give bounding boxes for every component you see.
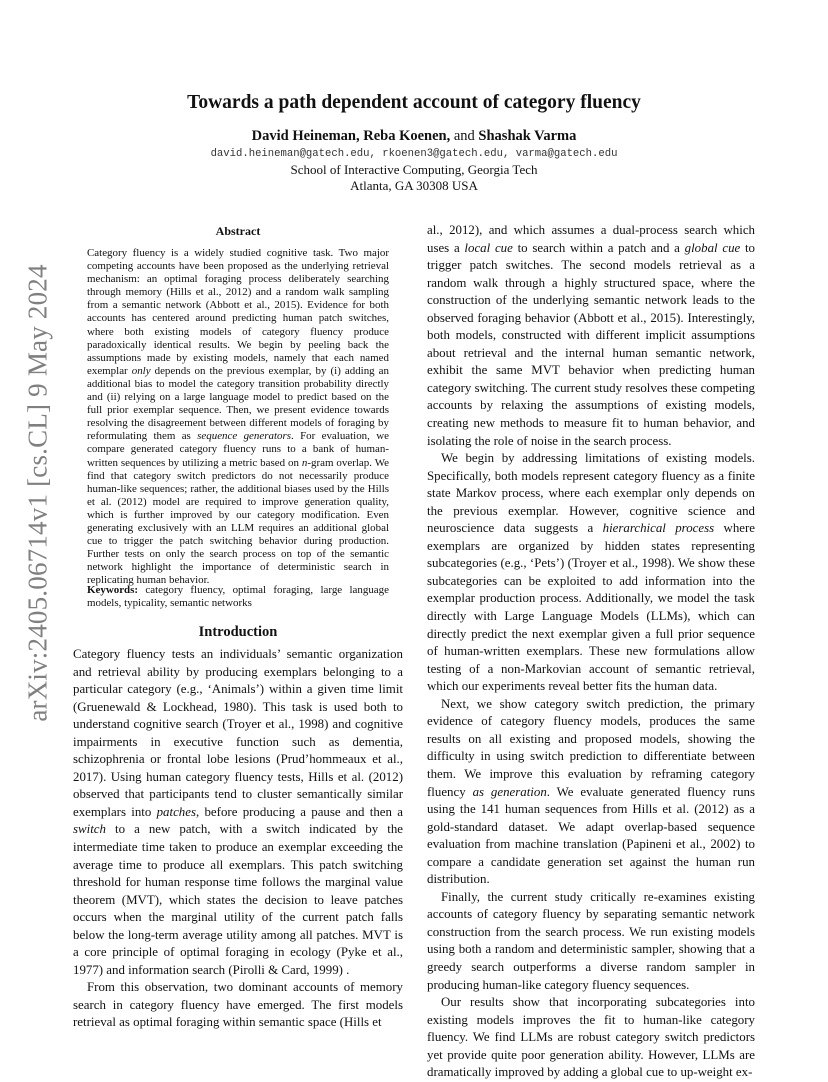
author-line: [0, 128, 828, 145]
intro-p3-text-b: where exemplars are organized by hidden states representing subcategories (e.g., ‘Pets’) (Troyer et al., 1998). We show these subcategories can be exploited to add information into the exemplar production process. Additionally, we model the task directly with Large Language Models (LLMs), which can directly predict the next exemplar given a full prior sequence of human-written exemplars. These new formulations allow testing of a non-Markovian account of semantic retrieval, which our experiments reveal better fits the human data.: [427, 521, 755, 694]
intro-p3-text-a: We begin by addressing limitations of existing models. Specifically, both models represent category fluency as a finite state Markov process, where each exemplar only depends on the previous exemplar. However, cognitive science and neuroscience data suggests a: [427, 451, 755, 536]
intro-paragraph-4: [427, 696, 755, 889]
affiliation-line-2: Atlanta, GA 30308 USA: [350, 178, 478, 193]
abstract-part-3: . For evaluation, we compare generated category fluency runs to a bank of human-written sequences by utilizing a metric based on: [87, 430, 389, 469]
intro-p1-text-b: , before producing a pause and then a: [195, 804, 403, 819]
intro-paragraph-2-start: From this observation, two dominant accounts of memory search in category fluency have emerged. The first models retrieval as optimal foraging within semantic space (Hills et: [73, 980, 403, 1030]
intro-paragraph-5: Finally, the current study critically re-examines existing accounts of category fluency by separating semantic network construction from the search process. We run existing models using both a random and deterministic sampler, showing that a greedy search outperforms a diverse random sampler in producing human-like category fluency sequences.: [427, 889, 755, 992]
intro-p4-emphasis-as-generation: as generation: [472, 784, 547, 799]
author-conjunction: and: [453, 128, 475, 144]
abstract-emphasis-sequence-generators: sequence generators: [197, 430, 291, 443]
abstract-part-4: -gram overlap. We find that category switch predictors do not necessarily produce human-like sequences; rather, the additional biases used by the Hills et al. (2012) model are required to improve generation quality, which is further improved by our category modification. Even generating exclusively with an LLM requires an additional global cue to trigger the patch switching behavior during production. Further tests on only the search process on top of the semantic network highlight the importance of deterministic search in replicating human behavior.: [87, 456, 390, 587]
abstract-emphasis-only: only: [131, 364, 151, 377]
intro-paragraph-1: [73, 646, 403, 979]
intro-p1-emphasis-patches: patches: [156, 804, 196, 819]
intro-p3-emphasis-hierarchical-process: hierarchical process: [602, 521, 715, 536]
paper-title: Towards a path dependent account of category fluency: [187, 92, 641, 113]
abstract-heading: Abstract: [215, 224, 261, 238]
intro-p4-text-b: . We evaluate generated fluency runs using the 141 human sequences from Hills et al. (2012) as a gold-standard dataset. We adapt overlap-based sequence evaluation from machine translation (Papineni et al., 2002) to compare a candidate generation set against the human run distribution.: [427, 784, 755, 887]
abstract-text: [73, 247, 403, 587]
introduction-right-column: [427, 222, 755, 1082]
intro-p2-text-c: to trigger patch switches. The second models retrieval as a random walk through a highly structured space, where the construction of the underlying semantic network leads to the observed foraging behavior (Abbott et al., 2015). Interestingly, both models, constructed with different implicit assumptions about retrieval and the internal human semantic network, exhibit the same MVT behavior when predicting human category switching. The current study resolves these competing accounts by relaxing the assumptions of existing models, creating new methods to measure fit to human behavior, and isolating the role of noise in the search process.: [427, 240, 756, 448]
keywords-text: category fluency, optimal foraging, large language models, typicality, semantic networks: [87, 584, 389, 610]
intro-p2-text-b: to search within a patch and a: [512, 240, 685, 255]
intro-p1-emphasis-switch: switch: [73, 822, 106, 837]
affiliation-line-1: School of Interactive Computing, Georgia Tech: [290, 162, 538, 177]
intro-p1-text-c: to a new patch, with a switch indicated by the intermediate time taken to produce an exemplar exceeding the average time to produce all exemplars. This patch switching threshold for human response time follows the marginal value theorem (MVT), which states the decision to leave patches occurs when the marginal utility of the current patch falls below the long-term average utility among all patches. MVT is a core principle of optimal foraging in ecology (Pyke et al., 1977) and information search (Pirolli & Card, 1999) .: [73, 822, 403, 977]
abstract-emphasis-n: n: [301, 456, 308, 469]
intro-paragraph-3: [427, 450, 755, 696]
intro-paragraph-2-continued: al., 2012), and which assumes a dual-process search which uses a local cue to search within a patch and a global cue to trigger patch switches. The second models retrieval as a random walk through a highly structured space, where the construction of the underlying semantic network leads to the observed foraging behavior (Abbott et al., 2015). Interestingly, both models, constructed with different implicit assumptions about retrieval and the internal human semantic network, exhibit the same MVT behavior when predicting human category switching. The current study resolves these competing accounts by relaxing the assumptions of existing models, creating new methods to measure fit to human behavior, and isolating the role of noise in the search process.: [427, 223, 756, 448]
intro-p1-text-a: Category fluency tests an individuals’ semantic organization and retrieval ability by producing exemplars belonging to a particular category (e.g., ‘Animals’) within a given time limit (Gruenewald & Lockhead, 1980). This task is used both to understand cognitive search (Troyer et al., 1998) and cognitive impairments in executive function such as dementia, schizophrenia or frontal lobe lesions (Prud’hommeaux et al., 2017). Using human category fluency tests, Hills et al. (2012) observed that participants tend to cluster semantically similar exemplars into: [73, 647, 403, 819]
introduction-left-column: [73, 646, 403, 1032]
affiliation: [0, 162, 828, 194]
intro-p4-text-a: Next, we show category switch prediction, the primary evidence of category fluency models, produces the same results on all existing and proposed models, showing the difficulty in using switch prediction to differentiate between them. We improve this evaluation by reframing category fluency: [427, 696, 755, 799]
intro-p2-emphasis-local-cue: local cue: [464, 240, 513, 255]
keywords-label: Keywords:: [87, 584, 139, 596]
author-names-1: David Heineman, Reba Koenen,: [251, 128, 451, 144]
intro-paragraph-6: Our results show that incorporating subcategories into existing models improves the fit to human-like category fluency. We find LLMs are robust category switch predictors yet provide quite poor generation ability. However, LLMs are dramatically improved by adding a global cue to up-weight ex-: [427, 995, 755, 1080]
author-names-2: Shashak Varma: [478, 128, 577, 144]
abstract-part-1: Category fluency is a widely studied cognitive task. Two major competing accounts have been proposed as the underlying retrieval mechanism: an optimal foraging process deliberately searching through memory (Hills et al., 2012) and a random walk sampling from a semantic network (Abbott et al., 2015). Evidence for both accounts has centered around predicting human patch switches, where both existing models of category fluency produce paradoxically identical results. We begin by peeling back the assumptions made by existing models, namely that each named exemplar: [87, 247, 389, 377]
introduction-heading: Introduction: [198, 624, 278, 640]
keywords: [87, 584, 389, 610]
arxiv-identifier-text: arXiv:2405.06714v1 [cs.CL] 9 May 2024: [22, 264, 53, 722]
arxiv-identifier-stamp: [22, 264, 53, 722]
intro-p2-emphasis-global-cue: global cue: [684, 240, 741, 255]
author-emails: david.heineman@gatech.edu, rkoenen3@gatech.edu, varma@gatech.edu: [210, 148, 618, 160]
abstract-part-2: depends on the previous exemplar, by (i) adding an additional bias to model the category transition probability directly and (ii) relying on a large language model to predict based on the full prior exemplar sequence. Then, we present evidence towards resolving the disagreement between different models of foraging by reformulating them as: [87, 364, 389, 443]
